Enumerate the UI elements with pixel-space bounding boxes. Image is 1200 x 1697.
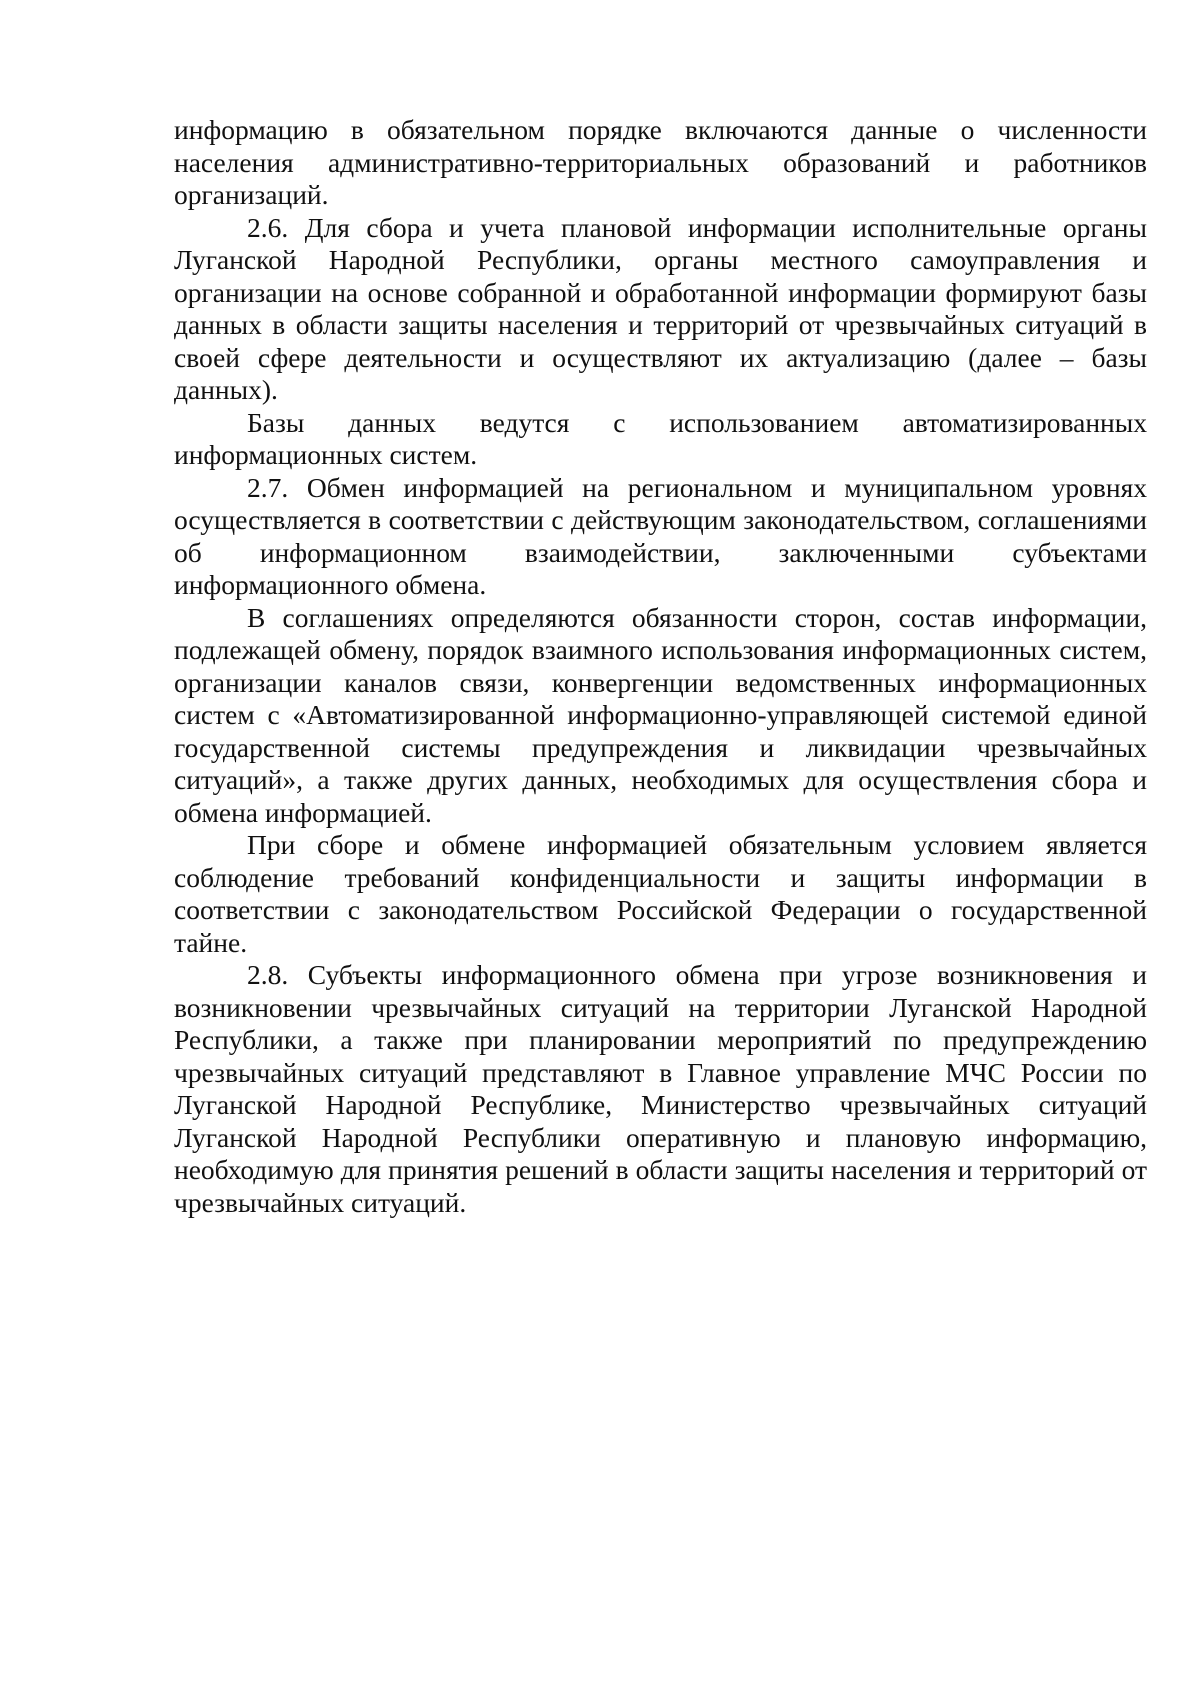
document-page (174, 114, 1147, 1219)
paragraph-continuation: информацию в обязательном порядке включаются данные о численности населения административно-территориальных образований и работников организаций. (174, 114, 1147, 210)
paragraph-2-8: 2.8. Субъекты информационного обмена при угрозе возникновения и возникновении чрезвычайных ситуаций на территории Луганской Народной Республики, а также при планировании мероприятий по предупреждению чрезвычайных ситуаций представляют в Главное управление МЧС России по Луганской Народной Республике, Министерство чрезвычайных ситуаций Луганской Народной Республики оперативную и плановую информацию, необходимую для принятия решений в области защиты населения и территорий от чрезвычайных ситуаций. (174, 959, 1147, 1218)
paragraph-databases: Базы данных ведутся с использованием автоматизированных информационных систем. (174, 406, 1147, 470)
paragraph-confidentiality: При сборе и обмене информацией обязательным условием является соблюдение требований конфиденциальности и защиты информации в соответствии с законодательством Российской Федерации о государственной тайне. (174, 829, 1147, 958)
paragraph-agreements: В соглашениях определяются обязанности сторон, состав информации, подлежащей обмену, порядок взаимного использования информационных систем, организации каналов связи, конвергенции ведомственных информационных систем с «Автоматизированной информационно-управляющей системой единой государственной системы предупреждения и ликвидации чрезвычайных ситуаций», а также других данных, необходимых для осуществления сбора и обмена информацией. (174, 601, 1147, 828)
paragraph-2-6: 2.6. Для сбора и учета плановой информации исполнительные органы Луганской Народной Республики, органы местного самоуправления и организации на основе собранной и обработанной информации формируют базы данных в области защиты населения и территорий от чрезвычайных ситуаций в своей сфере деятельности и осуществляют их актуализацию (далее – базы данных). (174, 211, 1147, 405)
paragraph-2-7: 2.7. Обмен информацией на региональном и муниципальном уровнях осуществляется в соответствии с действующим законодательством, соглашениями об информационном взаимодействии, заключенными субъектами информационного обмена. (174, 471, 1147, 600)
